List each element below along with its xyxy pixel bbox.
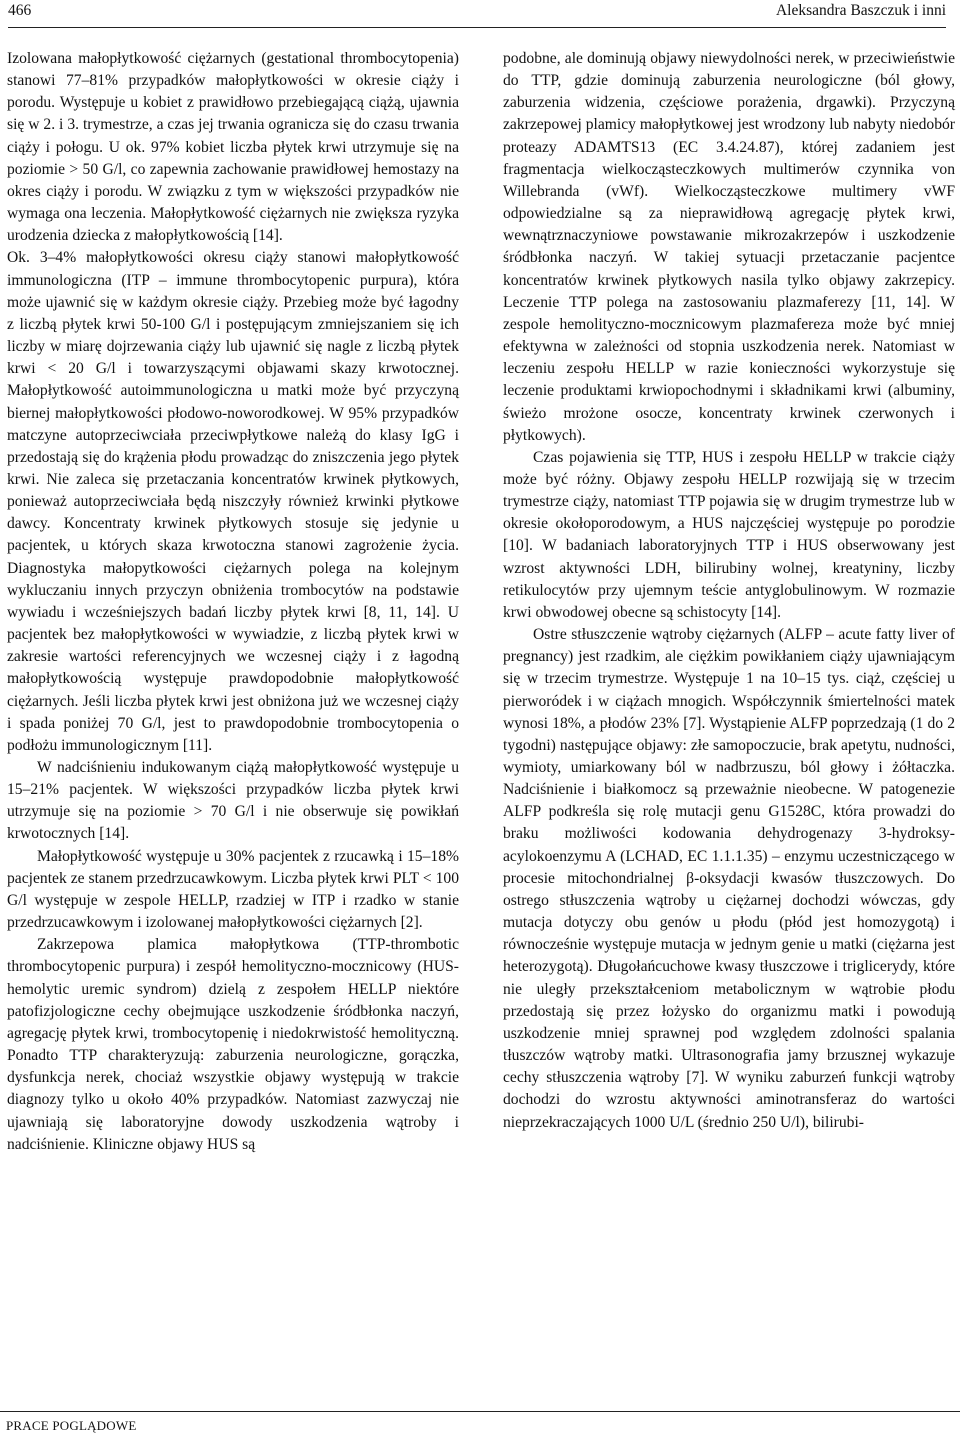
paragraph: Małopłytkowość występuje u 30% pacjentek z rzucawką i 15–18% pacjentek ze stanem przedrzucawkowym. Liczba płytek krwi PLT < 100 G/l występuje w zespole HELLP, rzadziej w ITP i rzadko w stanie przedrzucawkowym i izolowanej małopłytkowości ciężarnych [2]. <box>7 847 459 932</box>
paragraph: Ostre stłuszczenie wątroby ciężarnych (ALFP – acute fatty liver of pregnancy) jest rzadkim, ale ciężkim powikłaniem ciąży ujawniającym się w trzecim trymestrze. Występuje 1 na 10–15 tys. ciąż, częściej u pierworódek i w ciążach mnogich. Współczynnik śmiertelności matek wynosi 18%, a płodów 23% [7]. Wystąpienie ALFP poprzedzają (1 do 2 tygodni) następujące objawy: złe samopoczucie, brak apetytu, nudności, wymioty, umiarkowany ból w nadbrzuszu, ból głowy i żółtaczka. Nadciśnienie i białkomocz są przeważnie nieobecne. W patogenezie ALFP podkreśla się rolę mutacji genu G1528C, która prowadzi do braku możliwości kodowania dehydrogenazy 3-hydroksy-acylokoenzymu A (LCHAD, EC 1.1.1.35) – enzymu uczestniczącego w procesie mitochondrialnej β-oksydacji kwasów tłuszczowych. Do ostrego stłuszczenia wątroby u ciężarnej dochodzi wówczas, gdy mutacja dotyczy obu genów u płodu (płód jest homozygotą) i równocześnie występuje mutacja w jednym genie u matki (ciężarna jest heterozygotą). Długołańcuchowe kwasy tłuszczowe i triglicerydy, które nie uległy przekształceniom metabolicznym w wątrobie płodu przedostają się przez łożysko do organizmu matki i powodują uszkodzenie mniej sprawnej pod względem zdolności spalania tłuszczów wątroby matki. Ultrasonografia jamy brzusznej wykazuje cechy stłuszczenia wątroby [7]. W wyniku zaburzeń funkcji wątroby dochodzi do wzrostu aktywności aminotransferaz do wartości nieprzekraczających 1000 U/L (średnio 250 U/l), bilirubi- <box>503 626 955 1131</box>
paragraph: Czas pojawienia się TTP, HUS i zespołu HELLP w trakcie ciąży może być różny. Objawy zespołu HELLP rozwijają się w trzecim trymestrze ciąży, natomiast TTP pojawia się w drugim trymestrze lub w okresie okołoporodowym, a HUS najczęściej występuje po porodzie [10]. W badaniach laboratoryjnych TTP i HUS obserwowany jest wzrost aktywności LDH, bilirubiny wolnej, kreatyniny, liczby retikulocytów przy ujemnym teście antyglobulinowym. W rozmazie krwi obwodowej obecne są schistocyty [14]. <box>503 448 955 621</box>
header-rule <box>8 27 946 28</box>
section-label: PRACE POGLĄDOWE <box>6 1418 137 1433</box>
right-column <box>503 48 955 1134</box>
running-header <box>8 0 946 22</box>
page-number: 466 <box>8 2 32 19</box>
paragraph: Zakrzepowa plamica małopłytkowa (TTP-thrombotic thrombocytopenic purpura) i zespół hemolityczno-mocznicowy (HUS-hemolytic uremic syndrom) dzielą z zespołem HELLP niektóre patofizjologiczne cechy obejmujące uszkodzenie śródbłonka naczyń, agregację płytek krwi, trombocytopenię i niedokrwistość hemolityczną. Ponadto TTP charakteryzują: zaburzenia neurologiczne, gorączka, dysfunkcja nerek, chociaż wszystkie objawy występują w trakcie diagnozy tylko u około 40% przypadków. Natomiast zazwyczaj nie ujawniają się laboratoryjne dowody uszkodzenia wątroby i nadciśnienie. Kliniczne objawy HUS są <box>7 936 459 1153</box>
running-header-authors: Aleksandra Baszczuk i inni <box>775 2 946 19</box>
paragraph: Ok. 3–4% małopłytkowości okresu ciąży stanowi małopłytkowość immunologiczna (ITP – immune thrombocytopenic purpura), która może ujawnić się w każdym okresie ciąży. Przebieg może być łagodny z liczbą płytek krwi 50-100 G/l i postępującym zmniejszaniem się ich liczby w miarę dojrzewania ciąży lub ujawnić się nagle z liczbą płytek krwi < 20 G/l i towarzyszącymi objawami skazy krwotocznej. Małopłytkowość autoimmunologiczna u matki może być przyczyną biernej małopłytkowości płodowo-noworodkowej. W 95% przypadków matczyne autoprzeciwciała przeciwpłytkowe należą do klasy IgG i przedostają się do krążenia płodu prowadząc do zniszczenia jego płytek krwi. Nie zaleca się przetaczania koncentratów krwinek płytkowych, ponieważ autoprzeciwciała będą niszczyły również krwinki płytkowe dawcy. Koncentraty krwinek płytkowych stosuje się jedynie u pacjentek, u których skaza krwotoczna stanowi zagrożenie życia. Diagnostyka małopytkowości ciężarnych polega na kolejnym wykluczaniu innych przyczyn obniżenia trombocytów na podstawie wywiadu i wcześniejszych badań liczby płytek krwi [8, 11, 14]. U pacjentek bez małopłytkowości w wywiadzie, z liczbą płytek krwi w zakresie wartości referencyjnych we wczesnej ciąży i z łagodną małopłytkowością występuje prawdopodobnie małopłytkowość ciężarnych. Jeśli liczba płytek krwi jest obniżona już we wczesnej ciąży i spada poniżej 70 G/l, jest to prawdopodobnie trombocytopenia o podłożu immunologicznym [11]. <box>7 249 459 754</box>
footer-rule <box>0 1411 960 1412</box>
left-column <box>7 48 459 1156</box>
paragraph: W nadciśnieniu indukowanym ciążą małopłytkowość występuje u 15–21% pacjentek. W większości przypadków liczba płytek krwi utrzymuje się na poziomie > 70 G/l i nie obserwuje się powikłań krwotocznych [14]. <box>7 759 459 843</box>
paragraph: podobne, ale dominują objawy niewydolności nerek, w przeciwieństwie do TTP, gdzie dominują zaburzenia neurologiczne (ból głowy, zaburzenia widzenia, częściowe porażenia, drgawki). Przyczyną zakrzepowej plamicy małopłytkowej jest wrodzony lub nabyty niedobór proteazy ADAMTS13 (EC 3.4.24.87), której zadaniem jest fragmentacja wielkocząsteczkowych multimerów czynnika von Willebranda (vWf). Wielkocząsteczkowe multimery vWF odpowiedzialne są za nieprawidłową agregację płytek krwi, wewnątrznaczyniowe powstawanie mikrozakrzepów i uszkodzenie śródbłonka naczyń. W takiej sytuacji przetaczanie pacjentce koncentratów krwinek płytkowych nasila tylko objawy zakrzepicy. Leczenie TTP polega na zastosowaniu plazmaferezy [11, 14]. W zespole hemolityczno-mocznicowym plazmafereza może być mniej efektywna w zależności od stopnia uszkodzenia nerek. Natomiast w leczeniu zespołu HELLP w razie konieczności wykorzystuje się leczenie produktami krwiopochodnymi i składnikami krwi (albuminy, świeżo mrożone osocze, koncentraty krwinek czerwonych i płytkowych). <box>503 50 955 444</box>
paragraph: Izolowana małopłytkowość ciężarnych (gestational thrombocytopenia) stanowi 77–81% przypadków małopłytkowości w okresie ciąży i porodu. Występuje u kobiet z prawidłowo przebiegającą ciążą, ujawnia się w 2. i 3. trymestrze, a czas jej trwania ogranicza się do czasu trwania ciąży i połogu. U ok. 97% kobiet liczba płytek krwi utrzymuje się na poziomie > 50 G/l, co zapewnia zachowanie prawidłowej hemostazy na okres ciąży i porodu. W związku z tym w większości przypadków nie wymaga ona leczenia. Małopłytkowość ciężarnych nie zwiększa ryzyka urodzenia dziecka z małopłytkowością [14]. <box>7 50 459 245</box>
